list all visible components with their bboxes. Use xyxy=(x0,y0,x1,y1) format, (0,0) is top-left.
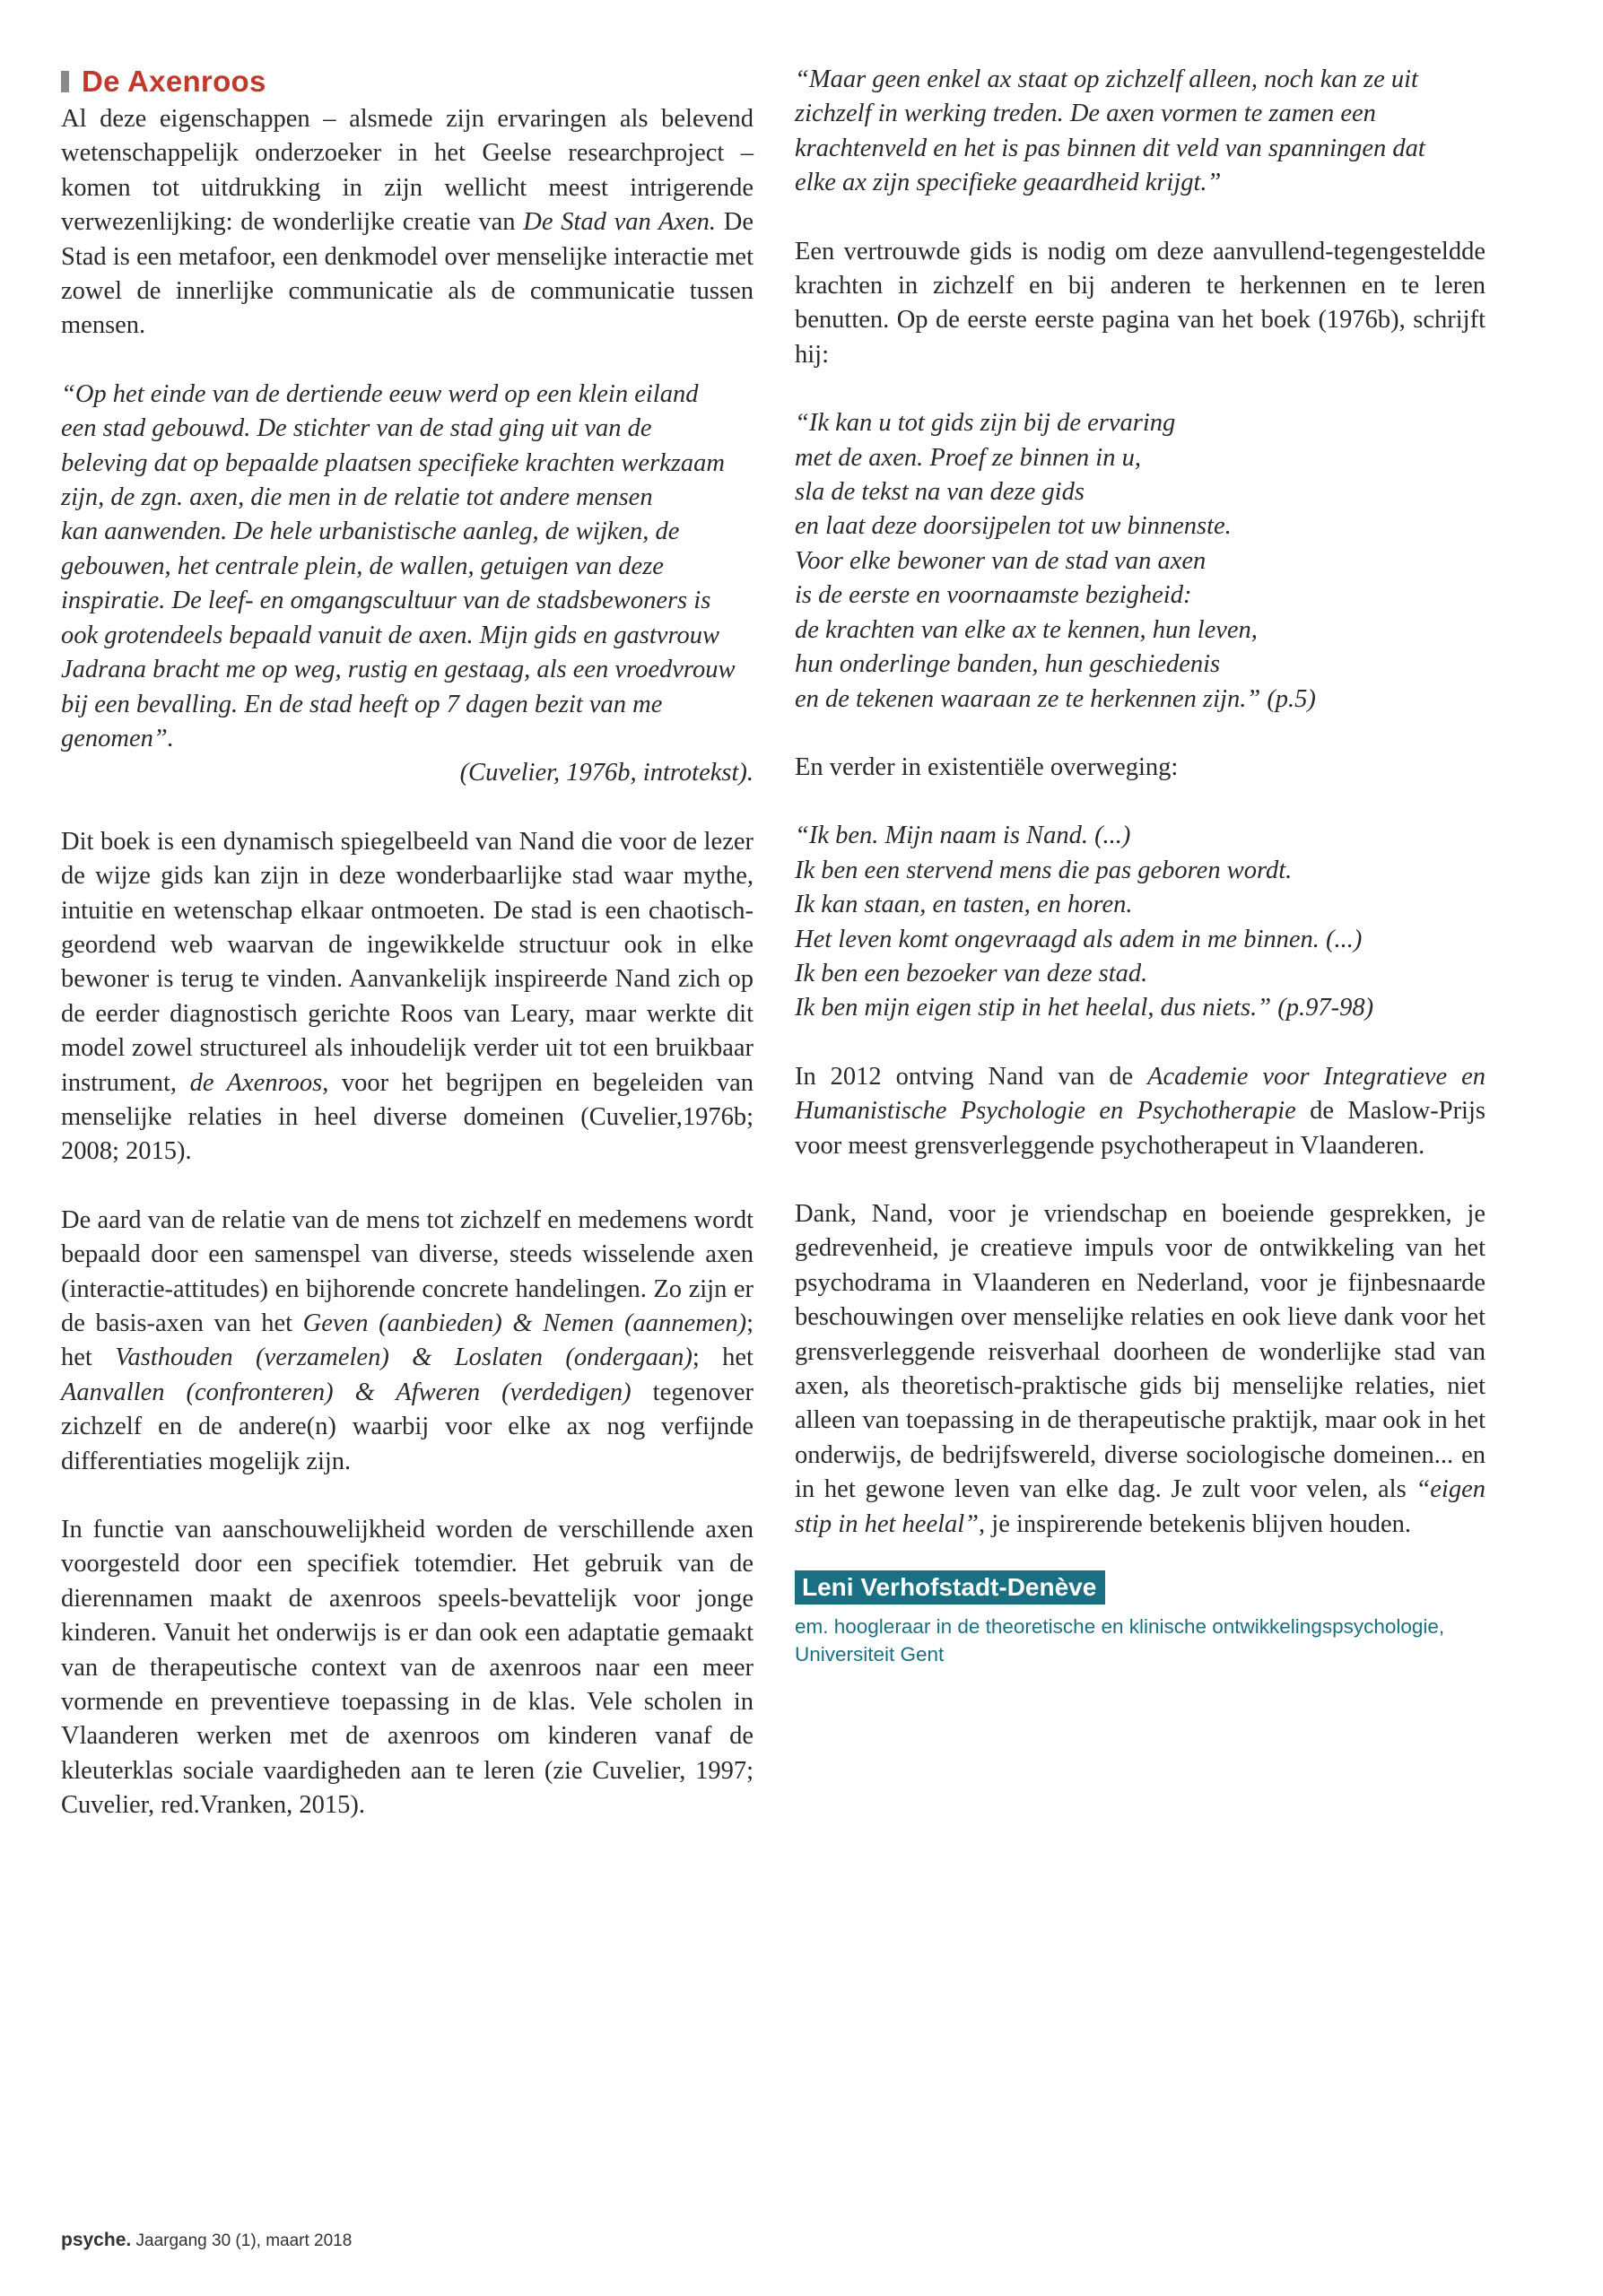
quote-line: Voor elke bewoner van de stad van axen xyxy=(795,546,1207,575)
book-title-italic: De Stad van Axen. xyxy=(523,208,717,237)
quote-citation: (Cuvelier, 1976b, introtekst). xyxy=(459,759,754,787)
quote-line: Het leven komt ongevraagd als adem in me binnen. (...) xyxy=(795,925,1363,953)
paragraph-spiegelbeeld: Dit boek is een dynamisch spiegelbeeld van Nand die voor de lezer de wijze gids kan zijn in deze wonderbaarlijke stad waar mythe, intuitie en wetenschap elkaar ontmoeten. De stad is een chaotisch-geordend web waarvan de ingewikkelde structuur ook in elke bewoner is terug te vinden. Aanvankelijk inspireerde Nand zich op de eerder diagnostisch gerichte Roos van Leary, maar werkte dit model zowel structureel als inhoudelijk verder uit tot een bruikbaar instrument, de Axenroos, voor het begrijpen en begeleiden van menselijke relaties in heel diverse domeinen (Cuvelier,1976b; 2008; 2015). xyxy=(61,827,754,1166)
quote-line: “Op het einde van de dertiende eeuw werd op een klein eiland xyxy=(61,379,699,408)
quote-line: hun onderlinge banden, hun geschiedenis xyxy=(795,650,1221,679)
author-role-line: em. hoogleraar in de theoretische en klinische ontwikkelingspsychologie, xyxy=(795,1615,1445,1639)
page-footer xyxy=(61,2230,352,2251)
quote-line: genomen”. xyxy=(61,724,174,752)
section-heading xyxy=(61,63,754,100)
right-column xyxy=(795,63,1485,1668)
quote-line: Ik ben een bezoeker van deze stad. xyxy=(795,959,1148,987)
paragraph-dankwoord: Dank, Nand, voor je vriendschap en boeiende gesprekken, je gedrevenheid, je creatieve impuls voor de ontwikkeling van het psychodrama in Vlaanderen en Nederland, voor je fijnbesnaarde beschouwingen over menselijke relaties en ook lieve dank voor het grensverleggende reisverhaal doorheen de wonderlijke stad van axen, als theoretisch-praktische gids bij menselijke relaties, niet alleen van toepassing in de therapeutische praktijk, maar ook in het onderwijs, de bedrijfswereld, diverse sociologische domeinen... en in het gewone leven van elke dag. Je zult voor velen, als “eigen stip in het heelal”, je inspirerende betekenis blijven houden. xyxy=(795,1199,1485,1538)
quote-line: krachtenveld en het is pas binnen dit veld van spanningen dat xyxy=(795,134,1425,162)
quote-krachtenveld xyxy=(795,63,1485,201)
quote-line: “Ik ben. Mijn naam is Nand. (...) xyxy=(795,822,1131,850)
quote-line: bij een bevalling. En de stad heeft op 7 dagen bezit van me xyxy=(61,690,663,718)
paragraph-maslow-prijs: In 2012 ontving Nand van de Academie voor Integratieve en Humanistische Psychologie en Psychotherapie de Maslow-Prijs voor meest grensverleggende psychotherapeut in Vlaanderen. xyxy=(795,1062,1485,1160)
paragraph-existentieel: En verder in existentiële overweging: xyxy=(795,752,1179,781)
quote-line: “Maar geen enkel ax staat op zichzelf alleen, noch kan ze uit xyxy=(795,65,1418,93)
left-column xyxy=(61,63,754,1857)
paragraph-basis-axen: De aard van de relatie van de mens tot zichzelf en medemens wordt bepaald door een samenspel van diverse, steeds wisselende axen (interactie-attitudes) en bijhorende concrete handelingen. Zo zijn er de basis-axen van het Geven (aanbieden) & Nemen (aannemen); het Vasthouden (verzamelen) & Loslaten (ondergaan); het Aanvallen (confronteren) & Afweren (verdedigen) tegenover zichzelf en de andere(n) waarbij voor elke ax nog verfijnde differentiaties mogelijk zijn. xyxy=(61,1205,754,1475)
paragraph-vertrouwde-gids: Een vertrouwde gids is nodig om deze aanvullend-tegengesteldde krachten in zichzelf en bij anderen te herkennen en te leren benutten. Op de eerste eerste pagina van het boek (1976b), schrijft hij: xyxy=(795,237,1485,369)
magazine-brand: psyche. xyxy=(61,2230,132,2250)
issue-info: Jaargang 30 (1), maart 2018 xyxy=(135,2231,353,2250)
quote-line: een stad gebouwd. De stichter van de stad ging uit van de xyxy=(61,414,652,443)
section-title: De Axenroos xyxy=(82,64,266,98)
author-affiliation xyxy=(795,1613,1485,1668)
quote-line: is de eerste en voornaamste bezigheid: xyxy=(795,581,1192,610)
quote-line: Ik ben een stervend mens die pas geboren wordt. xyxy=(795,856,1293,884)
quote-line: de krachten van elke ax te kennen, hun leven, xyxy=(795,615,1258,644)
quote-line: en laat deze doorsijpelen tot uw binnenste. xyxy=(795,512,1232,541)
author-signature xyxy=(795,1570,1485,1668)
quote-line: sla de tekst na van deze gids xyxy=(795,478,1085,507)
quote-line: Jadrana bracht me op weg, rustig en gestaag, als een vroedvrouw xyxy=(61,656,736,684)
paragraph-totemdier: In functie van aanschouwelijkheid worden de verschillende axen voorgesteld door een specifiek totemdier. Het gebruik van de dierennamen maakt de axenroos speels-bevattelijk voor jonge kinderen. Vanuit het onderwijs is er dan ook een adaptatie gemaakt van de therapeutische context van de axenroos naar een meer vormende en preventieve toepassing in de klas. Vele scholen in Vlaanderen werken met de axenroos om kinderen vanaf de kleuterklas sociale vaardigheden aan te leren (zie Cuvelier, 1997; Cuvelier, red.Vranken, 2015). xyxy=(61,1516,754,1820)
quote-line: zichzelf in werking treden. De axen vormen te zamen een xyxy=(795,100,1376,128)
quote-line: inspiratie. De leef- en omgangscultuur van de stadsbewoners is xyxy=(61,587,711,615)
quote-gids-ervaring xyxy=(795,406,1485,717)
quote-line: gebouwen, het centrale plein, de wallen, getuigen van deze xyxy=(61,552,664,580)
quote-ik-ben-nand xyxy=(795,819,1485,1025)
paragraph-intro: Al deze eigenschappen – alsmede zijn ervaringen als belevend wetenschappelijk onderzoeker in het Geelse researchproject – komen tot uitdrukking in zijn wellicht meest intrigerende verwezenlijking: de wonderlijke creatie van De Stad van Axen. De Stad is een metafoor, een denkmodel over menselijke interactie met zowel de innerlijke communicatie als de communicatie tussen mensen. xyxy=(61,105,754,340)
quote-stad-van-axen xyxy=(61,378,754,791)
author-name: Leni Verhofstadt-Denève xyxy=(795,1570,1105,1605)
quote-line: Ik ben mijn eigen stip in het heelal, dus niets.” (p.97-98) xyxy=(795,994,1374,1022)
quote-line: beleving dat op bepaalde plaatsen specifieke krachten werkzaam xyxy=(61,448,725,477)
heading-marker-bar xyxy=(61,71,69,92)
quote-line: ook grotendeels bepaald vanuit de axen. Mijn gids en gastvrouw xyxy=(61,621,720,649)
quote-line: en de tekenen waaraan ze te herkennen zijn.” (p.5) xyxy=(795,684,1316,713)
quote-line: met de axen. Proef ze binnen in u, xyxy=(795,443,1141,472)
quote-line: zijn, de zgn. axen, die men in de relatie tot andere mensen xyxy=(61,483,653,512)
quote-line: elke ax zijn specifieke geaardheid krijgt.” xyxy=(795,169,1222,197)
quote-line: Ik kan staan, en tasten, en horen. xyxy=(795,891,1133,919)
quote-line: kan aanwenden. De hele urbanistische aanleg, de wijken, de xyxy=(61,517,680,546)
quote-line: “Ik kan u tot gids zijn bij de ervaring xyxy=(795,409,1176,438)
author-university: Universiteit Gent xyxy=(795,1643,945,1666)
